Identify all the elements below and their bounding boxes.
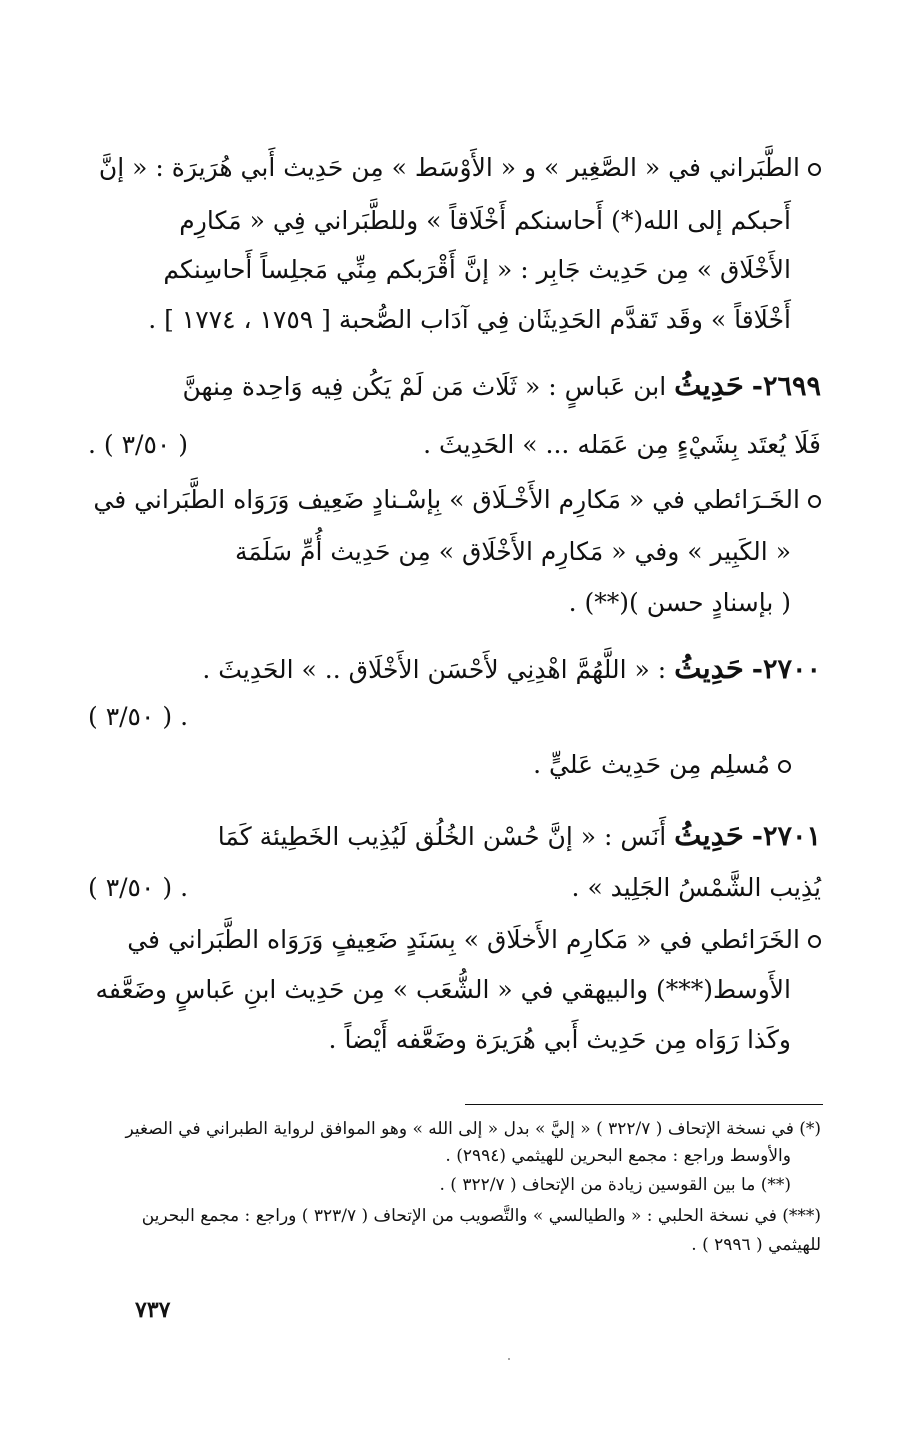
text-span: الطَّبَراني في « الصَّغِير » و « الأَوْسَط » مِن حَدِيث أَبي هُرَيرَة : « إنَّ [98, 153, 800, 182]
circle-bullet-icon [808, 163, 821, 176]
hadith-heading-2699 [88, 365, 821, 407]
page-number: ٧٣٧ [135, 1297, 171, 1323]
circle-bullet-icon [808, 935, 821, 948]
footnote-divider [465, 1104, 823, 1105]
volume-reference: ( ٣/٥٠ ) . [88, 430, 189, 459]
text-line: أَخْلَاقاً » وقَد تَقدَّم الحَدِيثَان فِي آدَاب الصُّحبة [ ١٧٥٩ ، ١٧٧٤ ] . [148, 305, 791, 334]
text-span: : « اللَّهُمَّ اهْدِنِي لأَحْسَن الأَخْلَاق .. » الحَدِيثَ . [202, 655, 667, 684]
volume-reference: . ( ٣/٥٠ ) [88, 702, 189, 731]
text-line [88, 920, 821, 960]
footnote-line: والأوسط وراجع : مجمع البحرين للهيثمي (٢٩٩٤) . [445, 1146, 791, 1166]
hadith-keyword: حَدِيثُ [674, 368, 744, 402]
hadith-number: ٢٧٠٠- [751, 654, 821, 685]
text-line: الأَوسط(***) والبيهقي في « الشُّعَب » مِن حَدِيث ابنِ عَباسٍ وضَعَّفه [95, 975, 791, 1004]
scan-speck [508, 1358, 510, 1360]
hadith-heading-2701 [88, 815, 821, 857]
text-span: أَنَس : « إنَّ حُسْن الخُلُق لَيُذِيب الخَطِيئة كَمَا [217, 822, 667, 851]
text-line [88, 868, 821, 908]
volume-reference: . ( ٣/٥٠ ) [88, 873, 189, 902]
circle-bullet-icon [778, 760, 791, 773]
text-span: فَلَا يُعتَد بِشَيْءٍ مِن عَمَله ... » الحَدِيثَ . [423, 430, 821, 459]
text-span: الخَـرَائطي في « مَكارِم الأَخْـلَاق » بِإسْـنادٍ ضَعِيف وَرَوَاه الطَّبَراني في [93, 485, 800, 514]
text-line [88, 745, 791, 785]
text-line [88, 425, 821, 465]
hadith-keyword: حَدِيثُ [674, 818, 744, 852]
hadith-heading-2700 [88, 648, 821, 690]
text-line: « الكَبِير » وفي « مَكارِم الأَخْلَاق » مِن حَدِيث أُمِّ سَلَمَة [234, 537, 791, 566]
hadith-number: ٢٧٠١- [751, 821, 821, 852]
text-line: وكَذا رَوَاه مِن حَدِيث أَبي هُرَيرَة وضَعَّفه أَيْضاً . [328, 1025, 791, 1054]
text-line: ( بإسنادٍ حسن )(**) . [568, 588, 791, 617]
text-line: أَحبكم إلى الله(*) أَحاسنكم أَخْلَاقاً » وللطَّبَراني فِي « مَكارِم [179, 206, 791, 235]
footnote-line: (*) في نسخة الإتحاف ( ٣٢٢/٧ ) « إليَّ » بدل « إلى الله » وهو الموافق لرواية الطبراني في الصغير [125, 1119, 821, 1139]
footnote-line: للهيثمي ( ٢٩٩٦ ) . [691, 1235, 821, 1255]
text-span: الخَرَائطي في « مَكارِم الأَخلَاق » بِسَنَدٍ ضَعِيفٍ وَرَوَاه الطَّبَراني في [127, 925, 800, 954]
text-span: ابن عَباسٍ : « ثَلَاث مَن لَمْ يَكُن فِيه وَاحِدة مِنهنَّ [182, 372, 667, 401]
text-line: الأَخْلَاق » مِن حَدِيث جَابِر : « إنَّ أَقْرَبكم مِنِّي مَجلِساً أَحاسِنكم [163, 255, 791, 284]
hadith-number: ٢٦٩٩- [751, 371, 821, 402]
hadith-keyword: حَدِيثُ [674, 651, 744, 685]
text-line [88, 148, 821, 188]
footnote-line: (**) ما بين القوسين زيادة من الإتحاف ( ٣٢٢/٧ ) . [439, 1175, 791, 1195]
text-line [88, 480, 821, 520]
text-span: يُذِيب الشَّمْسُ الجَلِيد » . [571, 873, 821, 902]
footnote-line: (***) في نسخة الحلبي : « والطيالسي » والتَّصويب من الإتحاف ( ٣٢٣/٧ ) وراجع : مجمع البحرين [141, 1206, 821, 1226]
text-span: مُسلِم مِن حَدِيث عَليٍّ . [533, 750, 770, 779]
circle-bullet-icon [808, 495, 821, 508]
